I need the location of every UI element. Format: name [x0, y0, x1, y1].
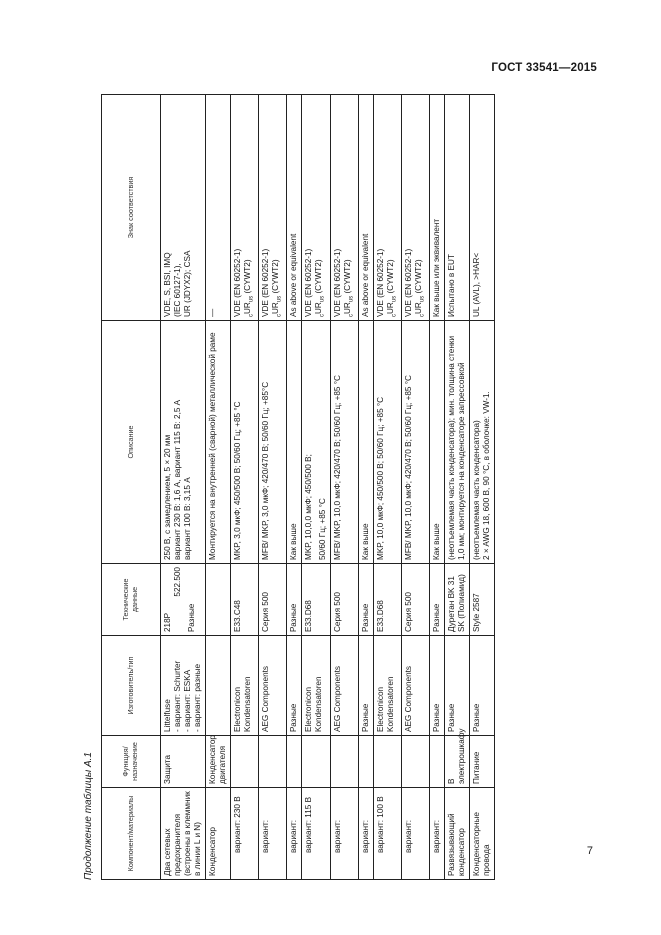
- tech-data-cell: Style 2587: [469, 564, 494, 636]
- mark-prefix: c: [348, 314, 355, 317]
- function-cell: [429, 736, 444, 788]
- text-line: UR (JDYX2); CSA: [183, 250, 192, 317]
- ul-recognition-mark: [414, 98, 427, 317]
- component-cell: вариант:: [286, 788, 301, 880]
- table-row: [401, 95, 429, 880]
- text-line: вариант 230 В: 1,6 А, вариант 115 В: 2,5 А: [173, 399, 182, 560]
- function-cell: [373, 736, 401, 788]
- manufacturer-cell: Разные: [469, 636, 494, 736]
- header-manufacturer: Изготовитель/тип: [102, 636, 161, 736]
- component-cell: вариант:: [330, 788, 358, 880]
- mark-suffix: us: [419, 295, 426, 303]
- description-cell: MKP, 10,0 мкФ; 450/500 В; 50/60 Гц; +85 °C: [373, 321, 401, 564]
- mark-suffix: us: [248, 295, 255, 303]
- component-cell: вариант: 230 В: [231, 788, 259, 880]
- mark-main: UR: [243, 302, 252, 314]
- text-line: 50/60 Гц; +85 °C: [317, 498, 327, 560]
- table-row: [206, 95, 231, 880]
- function-cell: [301, 736, 330, 788]
- function-cell: Защита: [161, 736, 206, 788]
- text-line: (IEC 60127-1),: [173, 263, 182, 317]
- text-line: 2 × AWG 18, 600 В, 90 °C, в оболочке: VW-1.: [481, 391, 491, 560]
- mark-cell: UL (AVL), >HAR<: [469, 95, 494, 321]
- component-cell: Развязывающий конденсатор: [444, 788, 469, 880]
- table-body: [161, 95, 495, 880]
- tech-data-cell: Разные: [286, 564, 301, 636]
- mark-standard: VDE (EN 60252-1): [332, 248, 342, 317]
- tech-data-cell: Серия 500: [401, 564, 429, 636]
- mark-main: UR: [342, 302, 352, 314]
- tech-data-cell: Дуретан BK 31 SK (Полиамид): [444, 564, 469, 636]
- text-line: - вариант: разные: [193, 663, 202, 732]
- tech-data-cell: E33.D68: [373, 564, 401, 636]
- mark-prefix: c: [319, 314, 326, 317]
- mark-cell: [401, 95, 429, 321]
- mark-suffix: us: [391, 295, 398, 303]
- manufacturer-cell: Разные: [286, 636, 301, 736]
- text-line: Разные: [187, 603, 196, 632]
- mark-cell: Как выше или эквивалент: [429, 95, 444, 321]
- mark-standard: VDE (EN 60252-1): [303, 248, 313, 317]
- mark-prefix: c: [276, 314, 283, 317]
- table-row: [444, 95, 469, 880]
- table-header: [102, 95, 161, 880]
- component-cell: Конденсатор: [206, 788, 231, 880]
- manufacturer-cell: Разные: [444, 636, 469, 736]
- component-cell: вариант:: [258, 788, 286, 880]
- text-line: (неотъемлемая часть конденсатора): [471, 420, 481, 560]
- mark-standard: VDE (EN 60252-1): [233, 248, 242, 317]
- function-cell: Питание: [469, 736, 494, 788]
- component-cell: вариант:: [358, 788, 373, 880]
- mark-suffix: us: [276, 295, 283, 303]
- table-caption: Продолжение таблицы А.1: [83, 752, 94, 880]
- mark-suffix: us: [319, 295, 326, 303]
- tech-data-cell: Серия 500: [258, 564, 286, 636]
- function-cell: [401, 736, 429, 788]
- mark-cell: —: [206, 95, 231, 321]
- text-line: вариант 100 В: 3,15 А: [183, 477, 192, 560]
- manufacturer-cell: Electronicon Kondensatoren: [373, 636, 401, 736]
- manufacturer-cell: [206, 636, 231, 736]
- function-cell: В электрошкафу: [444, 736, 469, 788]
- description-cell: [161, 321, 206, 564]
- manufacturer-cell: AEG Components: [330, 636, 358, 736]
- function-cell: [258, 736, 286, 788]
- description-cell: [469, 321, 494, 564]
- mark-cell: [373, 95, 401, 321]
- components-table: [101, 94, 495, 880]
- manufacturer-cell: Разные: [358, 636, 373, 736]
- description-cell: MFB/ MKP, 10,0 мкФ; 420/470 В; 50/60 Гц; +85 °C: [330, 321, 358, 564]
- table-header-row: [102, 95, 161, 880]
- mark-cell: [301, 95, 330, 321]
- mark-cell: [231, 95, 259, 321]
- table-row: [469, 95, 494, 880]
- manufacturer-cell: Electronicon Kondensatoren: [231, 636, 259, 736]
- page-number: 7: [586, 845, 593, 857]
- mark-standard: VDE (EN 60252-1): [403, 248, 413, 317]
- mark-main: UR: [385, 302, 395, 314]
- table-row: [286, 95, 301, 880]
- mark-prefix: c: [419, 314, 426, 317]
- ul-recognition-mark: [243, 98, 256, 317]
- description-cell: [301, 321, 330, 564]
- description-cell: MFB/ MKP, 3,0 мкФ; 420/470 В; 50/60 Гц; +85°C: [258, 321, 286, 564]
- tech-data-cell: [161, 564, 206, 636]
- mark-tail: (CYWT2): [313, 259, 323, 296]
- text-line: 250 В, с замедлением, 5 × 20 мм: [163, 434, 172, 560]
- table-row: [161, 95, 206, 880]
- header-description: Описание: [102, 321, 161, 564]
- rotated-page-content: [79, 95, 601, 880]
- description-cell: Как выше: [286, 321, 301, 564]
- mark-tail: (CYWT2): [385, 259, 395, 296]
- table-row: [373, 95, 401, 880]
- tech-data-cell: Серия 500: [330, 564, 358, 636]
- function-cell: [286, 736, 301, 788]
- table-row: [231, 95, 259, 880]
- mark-main: UR: [313, 302, 323, 314]
- header-mark: Знак соответствия: [102, 95, 161, 321]
- mark-prefix: c: [248, 314, 255, 317]
- mark-cell: As above or equivalent: [286, 95, 301, 321]
- standard-header: ГОСТ 33541—2015: [491, 62, 597, 74]
- manufacturer-cell: Разные: [429, 636, 444, 736]
- component-cell: вариант: 115 В: [301, 788, 330, 880]
- mark-cell: [330, 95, 358, 321]
- tech-data-cell: Разные: [429, 564, 444, 636]
- mark-suffix: us: [348, 295, 355, 303]
- text-line: 522.500: [173, 567, 182, 597]
- mark-standard: VDE (EN 60252-1): [260, 248, 270, 317]
- mark-cell: [161, 95, 206, 321]
- text-line: 218P: [163, 612, 172, 632]
- text-line: VDE, S, BSI, IMQ: [163, 252, 172, 317]
- mark-tail: (CYWT2): [413, 259, 423, 296]
- component-cell: вариант:: [401, 788, 429, 880]
- description-cell: (неотъемлемая часть конденсатора); мин. толщина стенки 1,0 мм; монтируется на конденсаторе запрессовкой: [444, 321, 469, 564]
- component-cell: Два сетевых предохранителя (встроены в клеммник в линии L и N): [161, 788, 206, 880]
- mark-tail: (CYWT2): [270, 259, 280, 296]
- description-cell: MKP, 3,0 мкФ; 450/500 В; 50/60 Гц; +85 °C: [231, 321, 259, 564]
- mark-cell: Испытано в EUT: [444, 95, 469, 321]
- table-row: [358, 95, 373, 880]
- tech-data-cell: [206, 564, 231, 636]
- manufacturer-cell: AEG Components: [258, 636, 286, 736]
- manufacturer-cell: [161, 636, 206, 736]
- ul-recognition-mark: [386, 98, 399, 317]
- header-component: Компонент/материалы: [102, 788, 161, 880]
- text-line: MKP, 10,0,0 мкФ; 450/500 В;: [303, 454, 313, 560]
- mark-cell: As above or equivalent: [358, 95, 373, 321]
- ul-recognition-mark: [271, 98, 284, 317]
- function-cell: Конденсатор двигателя: [206, 736, 231, 788]
- manufacturer-cell: Electronicon Kondensatoren: [301, 636, 330, 736]
- mark-cell: [258, 95, 286, 321]
- function-cell: [231, 736, 259, 788]
- description-cell: Как выше: [358, 321, 373, 564]
- header-function: Функция/ назначение: [102, 736, 161, 788]
- component-cell: вариант: 100 В: [373, 788, 401, 880]
- ul-recognition-mark: [343, 98, 356, 317]
- text-line: - вариант: ESKA: [183, 669, 192, 732]
- function-cell: [330, 736, 358, 788]
- description-cell: Как выше: [429, 321, 444, 564]
- table-row: [330, 95, 358, 880]
- manufacturer-cell: AEG Components: [401, 636, 429, 736]
- table-row: [301, 95, 330, 880]
- mark-tail: (CYWT2): [342, 259, 352, 296]
- text-line: - вариант: Schurter: [173, 660, 182, 732]
- header-tech-data: Технические данные: [102, 564, 161, 636]
- ul-recognition-mark: [314, 98, 327, 317]
- mark-prefix: c: [391, 314, 398, 317]
- text-line: Littelfuse: [163, 699, 172, 732]
- mark-standard: VDE (EN 60252-1): [375, 248, 385, 317]
- table-row: [429, 95, 444, 880]
- tech-data-cell: E33.C48: [231, 564, 259, 636]
- component-cell: Конденсаторные провода: [469, 788, 494, 880]
- description-cell: Монтируется на внутренней (сварной) металлической раме: [206, 321, 231, 564]
- component-cell: вариант:: [429, 788, 444, 880]
- table-row: [258, 95, 286, 880]
- description-cell: MFB/ MKP, 10,0 мкФ; 420/470 В; 50/60 Гц; +85 °C: [401, 321, 429, 564]
- function-cell: [358, 736, 373, 788]
- mark-main: UR: [270, 302, 280, 314]
- mark-main: UR: [413, 302, 423, 314]
- mark-tail: (CYWT2): [243, 259, 252, 296]
- tech-data-cell: E33.D68: [301, 564, 330, 636]
- tech-data-cell: Разные: [358, 564, 373, 636]
